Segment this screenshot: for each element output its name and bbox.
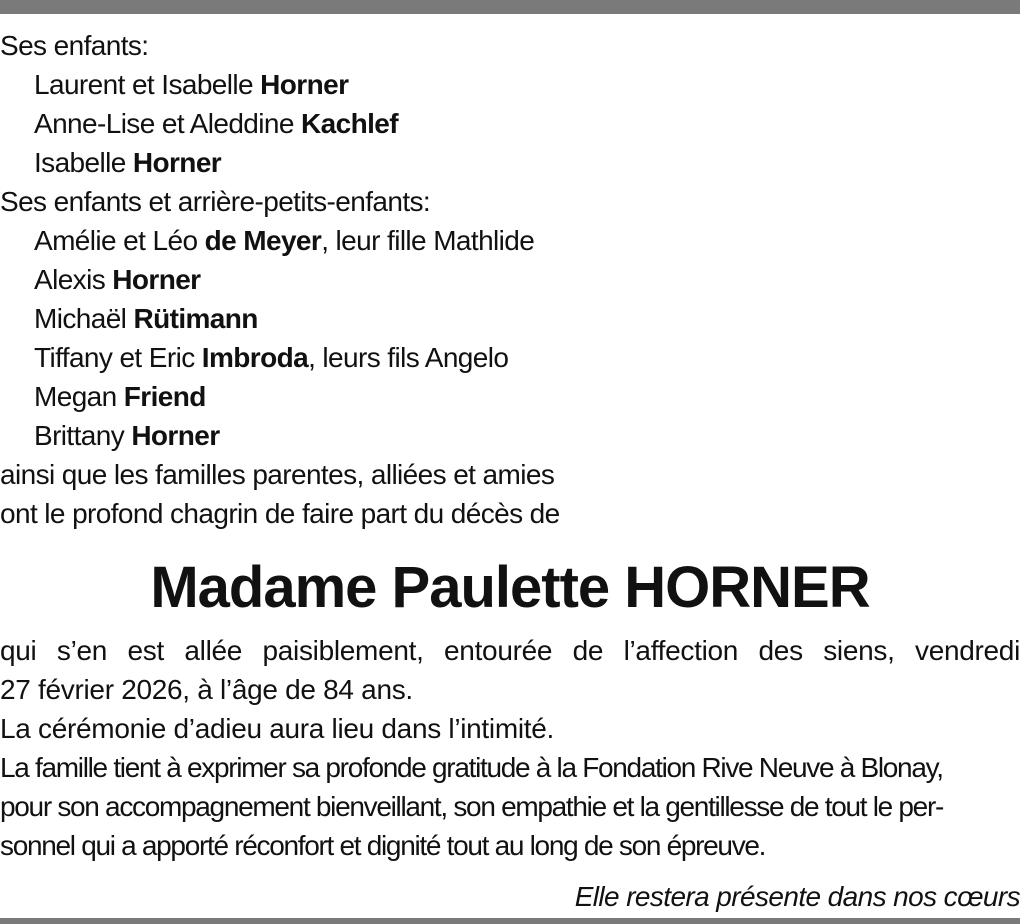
member-suffix: , leurs fils Angelo xyxy=(308,342,509,373)
given-names: Michaël xyxy=(34,303,134,334)
obituary-notice xyxy=(0,26,1020,916)
closing-line: Elle restera présente dans nos cœurs xyxy=(574,881,1020,912)
surname: Imbroda xyxy=(201,342,309,373)
given-names: Anne-Lise et Aleddine xyxy=(34,108,302,139)
gratitude-text-line: sonnel qui a apporté réconfort et dignité tout au long de son épreuve. xyxy=(0,830,766,861)
given-names: Brittany xyxy=(34,420,132,451)
family-member-line xyxy=(0,104,1020,143)
top-divider xyxy=(0,0,1020,14)
family-member-line xyxy=(0,338,1020,377)
surname: Horner xyxy=(131,420,220,451)
given-names: Laurent et Isabelle xyxy=(34,69,261,100)
bottom-divider xyxy=(0,918,1020,924)
family-member-line xyxy=(0,299,1020,338)
deceased-name: Madame Paulette HORNER xyxy=(150,555,870,620)
surname: Horner xyxy=(260,69,349,100)
announcement-line: ont le profond chagrin de faire part du décès de xyxy=(0,498,560,529)
family-member-line xyxy=(0,260,1020,299)
family-member-line xyxy=(0,221,1020,260)
surname: Horner xyxy=(132,147,222,178)
grandchildren-heading: Ses enfants et arrière-petits-enfants: xyxy=(0,186,431,217)
given-names: Tiffany et Eric xyxy=(34,342,202,373)
passing-text-line: qui s’en est allée paisiblement, entourée de l’affection des siens, vendredi xyxy=(0,635,1020,666)
given-names: Amélie et Léo xyxy=(34,225,205,256)
gratitude-text-line: pour son accompagnement bienveillant, son empathie et la gentillesse de tout le per- xyxy=(0,791,944,822)
passing-text-line: 27 février 2026, à l’âge de 84 ans. xyxy=(0,674,413,705)
family-member-line xyxy=(0,377,1020,416)
family-member-line xyxy=(0,416,1020,455)
surname: de Meyer xyxy=(204,225,322,256)
member-suffix: , leur fille Mathlide xyxy=(321,225,535,256)
children-heading: Ses enfants: xyxy=(0,30,149,61)
given-names: Alexis xyxy=(34,264,113,295)
surname: Horner xyxy=(112,264,201,295)
given-names: Isabelle xyxy=(34,147,133,178)
families-line: ainsi que les familles parentes, alliées et amies xyxy=(0,459,555,490)
family-member-line xyxy=(0,143,1020,182)
surname: Friend xyxy=(123,381,206,412)
given-names: Megan xyxy=(34,381,124,412)
ceremony-text: La cérémonie d’adieu aura lieu dans l’intimité. xyxy=(0,713,555,744)
gratitude-text-line: La famille tient à exprimer sa profonde gratitude à la Fondation Rive Neuve à Blonay, xyxy=(0,752,943,783)
family-member-line xyxy=(0,65,1020,104)
surname: Kachlef xyxy=(301,108,398,139)
surname: Rütimann xyxy=(133,303,258,334)
